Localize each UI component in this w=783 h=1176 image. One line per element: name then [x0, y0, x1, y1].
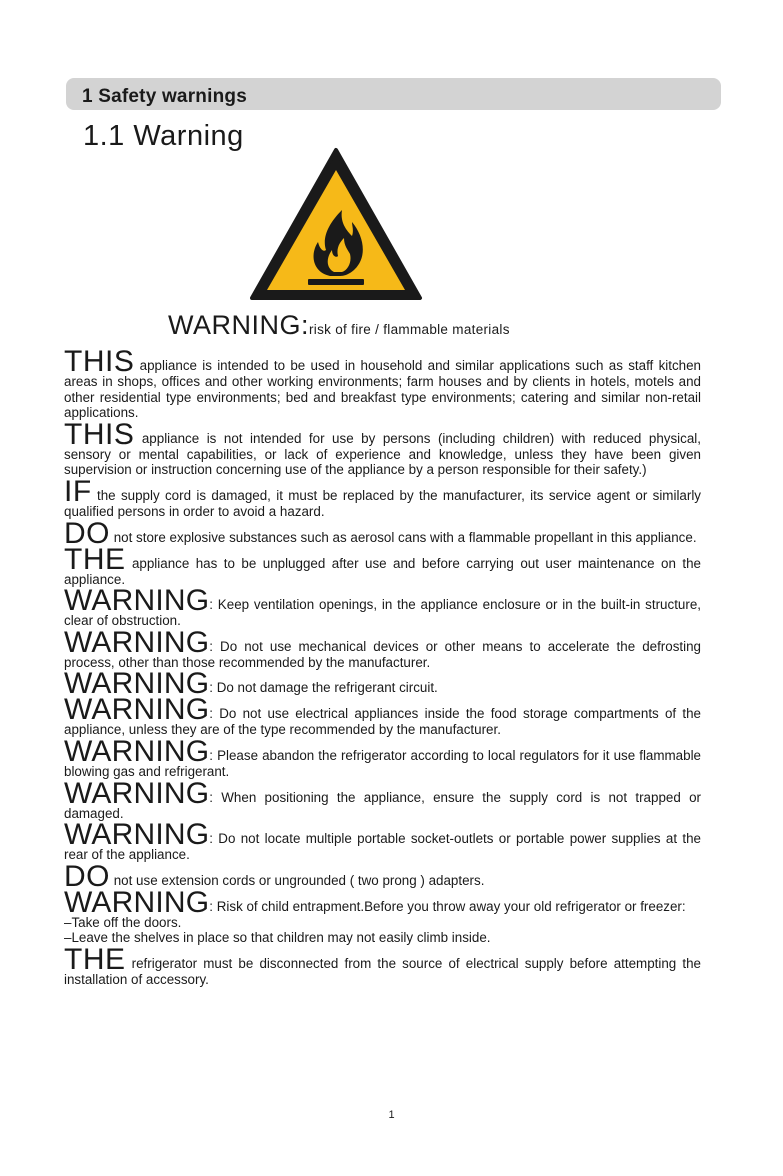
paragraph-lead: WARNING — [64, 584, 210, 618]
paragraph-text: : Do not use mechanical devices or other means to accelerate the defrosting process, other than those recommended by the manufacturer. — [64, 638, 701, 670]
paragraph-abandon — [64, 734, 701, 780]
flammable-warning-icon — [248, 146, 424, 302]
paragraph-persons — [64, 417, 701, 478]
paragraph-lead: WARNING — [64, 693, 210, 727]
fire-warning-caption — [168, 310, 510, 341]
paragraph-text: : Do not locate multiple portable socket-outlets or portable power supplies at the rear of the appliance. — [64, 831, 701, 863]
paragraph-text: : Keep ventilation openings, in the appliance enclosure or in the built-in structure, clear of obstruction. — [64, 597, 701, 629]
safety-paragraphs — [64, 345, 701, 990]
paragraph-text: appliance has to be unplugged after use and before carrying out user maintenance on the appliance. — [64, 555, 701, 587]
paragraph-text: : When positioning the appliance, ensure the supply cord is not trapped or damaged. — [64, 789, 701, 821]
warning-caption-label: WARNING: — [168, 310, 309, 340]
paragraph-text: : Do not damage the refrigerant circuit. — [209, 680, 438, 696]
paragraph-lead: WARNING — [64, 885, 210, 919]
paragraph-supply-cord — [64, 474, 701, 520]
paragraph-child-entrapment — [64, 885, 701, 946]
paragraph-lead: WARNING — [64, 625, 210, 659]
paragraph-line-doors: –Take off the doors. — [64, 914, 182, 930]
paragraph-accessory — [64, 942, 701, 988]
paragraph-lead: WARNING — [64, 734, 210, 768]
paragraph-lead: WARNING — [64, 667, 210, 701]
paragraph-household-use — [64, 345, 701, 421]
paragraph-lead: WARNING — [64, 776, 210, 810]
section-title: 1 Safety warnings — [82, 86, 247, 107]
paragraph-unplug — [64, 542, 701, 588]
paragraph-text: : Please abandon the refrigerator according to local regulators for it use flammable blowing gas and refrigerant. — [64, 747, 701, 779]
paragraph-text: : Risk of child entrapment.Before you throw away your old refrigerator or freezer: — [209, 898, 686, 914]
paragraph-text: the supply cord is damaged, it must be replaced by the manufacturer, its service agent or similarly qualified persons in order to avoid a hazard. — [64, 487, 701, 519]
paragraph-socket-outlets — [64, 818, 701, 863]
paragraph-lead: IF — [64, 474, 92, 508]
paragraph-text: not store explosive substances such as aerosol cans with a flammable propellant in this appliance. — [110, 529, 697, 545]
paragraph-explosive — [64, 516, 701, 550]
paragraph-lead: THIS — [64, 417, 135, 451]
paragraph-text: appliance is intended to be used in household and similar applications such as staff kitchen areas in shops, offices and other working environments; farm houses and by clients in hotels, motels and other residential type environments; bed and breakfast type environments; catering and similar non-retail applications. — [64, 358, 701, 421]
page-number: 1 — [388, 1109, 395, 1121]
paragraph-text: refrigerator must be disconnected from the source of electrical supply before attempting the installation of accessory. — [64, 955, 701, 987]
paragraph-ventilation — [64, 584, 701, 629]
paragraph-text: not use extension cords or ungrounded ( two prong ) adapters. — [110, 872, 485, 888]
subsection-title: 1.1 Warning — [83, 120, 244, 152]
paragraph-lead: THE — [64, 942, 126, 976]
paragraph-lead: WARNING — [64, 818, 210, 852]
paragraph-positioning — [64, 776, 701, 822]
paragraph-lead: DO — [64, 516, 110, 550]
paragraph-text: appliance is not intended for use by persons (including children) with reduced physical, sensory or mental capabilities, or lack of experience and knowledge, unless they have been given supervision or instruction concerning use of the appliance by a person responsible for their safety.) — [64, 430, 701, 478]
paragraph-lead: THE — [64, 542, 126, 576]
paragraph-electrical-appliances — [64, 693, 701, 738]
paragraph-defrosting — [64, 625, 701, 671]
paragraph-lead: THIS — [64, 345, 135, 378]
paragraph-text: : Do not use electrical appliances inside the food storage compartments of the appliance, unless they are of the type recommended by the manufacturer. — [64, 706, 701, 738]
paragraph-line-shelves: –Leave the shelves in place so that children may not easily climb inside. — [64, 930, 491, 946]
section-header-bar — [66, 78, 721, 110]
warning-caption-text: risk of fire / flammable materials — [309, 322, 510, 337]
paragraph-lead: DO — [64, 859, 110, 893]
